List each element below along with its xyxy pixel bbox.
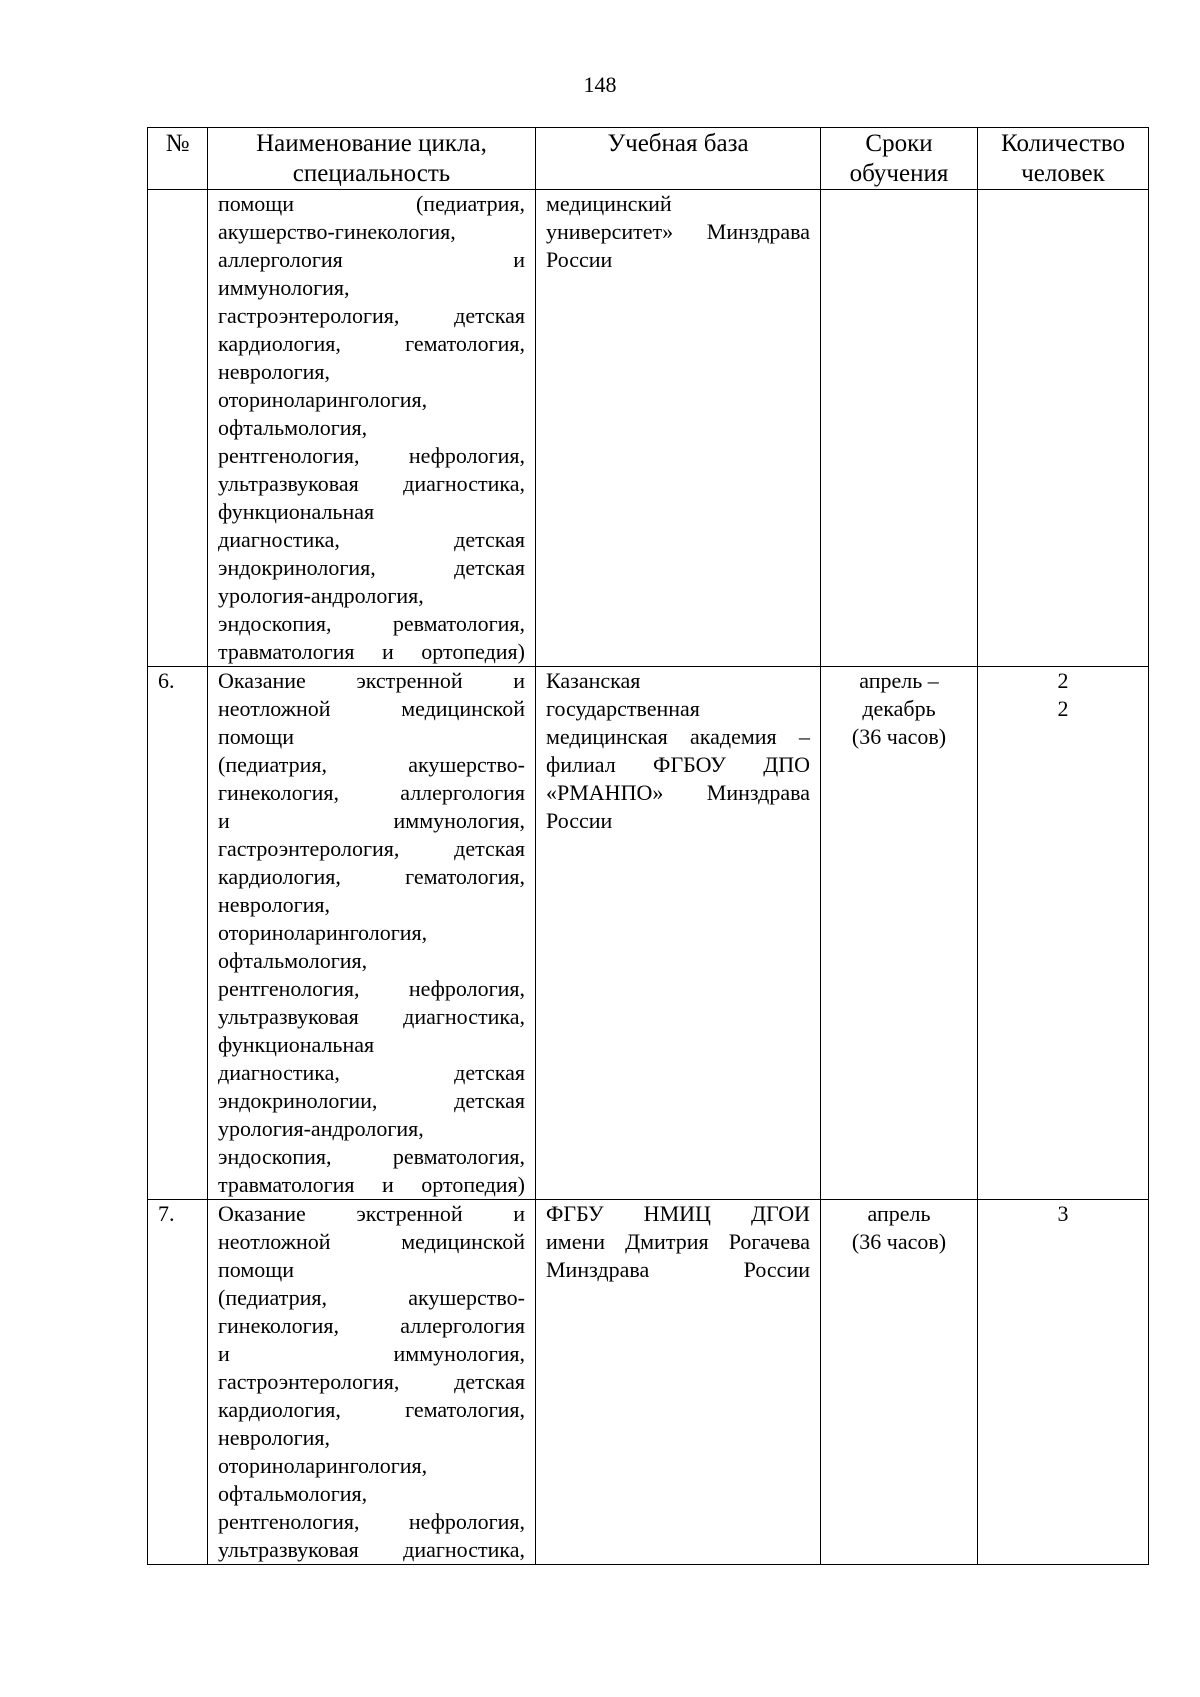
page-number: 148 [583, 72, 617, 97]
cycle-name-line: ультразвуковая диагностика, [218, 1537, 525, 1562]
people-count-line: 3 [1057, 1201, 1069, 1226]
row-number-cell: 6. [148, 667, 208, 1200]
cycle-name-line: помощи [218, 1257, 294, 1282]
cycle-name-cell [208, 190, 536, 667]
cycle-name-line: кардиология, гематология, [218, 864, 525, 889]
people-count-cell [978, 190, 1149, 667]
cycle-name-line: Оказание экстренной и [218, 668, 525, 693]
training-base-line: филиал ФГБОУ ДПО [546, 752, 810, 777]
cycle-name-line: гастроэнтерология, детская [218, 836, 525, 861]
cycle-name-line: урология-андрология, [218, 1116, 424, 1141]
training-base-cell [536, 1200, 821, 1565]
training-base-line: имени Дмитрия Рогачева [546, 1229, 810, 1254]
cycle-name-cell [208, 667, 536, 1200]
training-base-line: России [546, 247, 613, 272]
table-header-row [148, 128, 1149, 190]
cycle-name-line: гастроэнтерология, детская [218, 303, 525, 328]
cycle-name-line: гастроэнтерология, детская [218, 1369, 525, 1394]
training-term-line: (36 часов) [851, 1229, 947, 1254]
cycle-name-line: помощи [218, 724, 294, 749]
training-term-line: апрель [867, 1201, 931, 1226]
training-base-line: Казанская [546, 668, 641, 693]
training-term-cell [821, 190, 978, 667]
cycle-name-cell [208, 1200, 536, 1565]
training-term-line: декабрь [862, 696, 936, 721]
row-number-cell [148, 190, 208, 667]
people-count-line: 2 [1057, 696, 1069, 721]
cycle-name-line: рентгенология, нефрология, [218, 1509, 525, 1534]
cycle-name-line: оториноларингология, [218, 387, 428, 412]
people-count-cell [978, 667, 1149, 1200]
table-body [148, 190, 1149, 1565]
header-cycle-name: Наименование цикла, специальность [208, 128, 536, 190]
training-base-line: Минздрава России [546, 1257, 810, 1282]
cycle-name-line: кардиология, гематология, [218, 1397, 525, 1422]
training-base-line: медицинский [546, 191, 672, 216]
training-term-line: апрель – [859, 668, 939, 693]
header-people-count: Количество человек [978, 128, 1149, 190]
cycle-name-line: гинекология, аллергология [218, 1313, 525, 1338]
cycle-name-line: рентгенология, нефрология, [218, 976, 525, 1001]
table-row [148, 667, 1149, 1200]
cycle-name-line: гинекология, аллергология [218, 780, 525, 805]
cycle-name-line: травматология и ортопедия) [218, 639, 525, 664]
cycle-name-line: неотложной медицинской [218, 1229, 525, 1254]
header-number: № [148, 128, 208, 190]
training-base-line: «РМАНПО» Минздрава [546, 780, 810, 805]
training-base-cell [536, 190, 821, 667]
header-training-base: Учебная база [536, 128, 821, 190]
cycle-name-line: кардиология, гематология, [218, 331, 525, 356]
cycle-name-line: неврология, [218, 359, 331, 384]
cycle-name-line: Оказание экстренной и [218, 1201, 525, 1226]
cycle-name-line: диагностика, детская [218, 527, 525, 552]
cycle-name-line: акушерство-гинекология, [218, 219, 456, 244]
cycle-name-line: функциональная [218, 499, 375, 524]
header-training-term: Сроки обучения [821, 128, 978, 190]
row-number-cell: 7. [148, 1200, 208, 1565]
cycle-name-line: неврология, [218, 1425, 331, 1450]
cycle-name-line: офтальмология, [218, 1481, 368, 1506]
cycle-name-line: эндоскопия, ревматология, [218, 1144, 525, 1169]
cycle-name-line: помощи (педиатрия, [218, 191, 525, 216]
cycle-name-line: офтальмология, [218, 948, 368, 973]
cycle-name-line: оториноларингология, [218, 1453, 428, 1478]
training-base-line: университет» Минздрава [546, 219, 810, 244]
table-row [148, 1200, 1149, 1565]
training-cycles-table [147, 127, 1149, 1565]
training-base-line: ФГБУ НМИЦ ДГОИ [546, 1201, 810, 1226]
cycle-name-line: неврология, [218, 892, 331, 917]
training-base-line: государственная [546, 696, 700, 721]
cycle-name-line: эндоскопия, ревматология, [218, 611, 525, 636]
cycle-name-line: и иммунология, [218, 1341, 525, 1366]
training-base-cell [536, 667, 821, 1200]
cycle-name-line: (педиатрия, акушерство- [218, 1285, 525, 1310]
cycle-name-line: эндокринология, детская [218, 555, 525, 580]
cycle-name-line: иммунология, [218, 275, 350, 300]
cycle-name-line: диагностика, детская [218, 1060, 525, 1085]
training-term-cell [821, 1200, 978, 1565]
people-count-cell [978, 1200, 1149, 1565]
table-row [148, 190, 1149, 667]
cycle-name-line: рентгенология, нефрология, [218, 443, 525, 468]
cycle-name-line: (педиатрия, акушерство- [218, 752, 525, 777]
training-base-line: России [546, 808, 613, 833]
cycle-name-line: неотложной медицинской [218, 696, 525, 721]
cycle-name-line: аллергология и [218, 247, 525, 272]
training-term-line: (36 часов) [851, 724, 947, 749]
cycle-name-line: травматология и ортопедия) [218, 1172, 525, 1197]
training-term-cell [821, 667, 978, 1200]
cycle-name-line: урология-андрология, [218, 583, 424, 608]
people-count-line: 2 [1057, 668, 1069, 693]
cycle-name-line: ультразвуковая диагностика, [218, 1004, 525, 1029]
training-base-line: медицинская академия – [546, 724, 810, 749]
cycle-name-line: офтальмология, [218, 415, 368, 440]
cycle-name-line: и иммунология, [218, 808, 525, 833]
cycle-name-line: эндокринологии, детская [218, 1088, 525, 1113]
cycle-name-line: оториноларингология, [218, 920, 428, 945]
cycle-name-line: ультразвуковая диагностика, [218, 471, 525, 496]
cycle-name-line: функциональная [218, 1032, 375, 1057]
